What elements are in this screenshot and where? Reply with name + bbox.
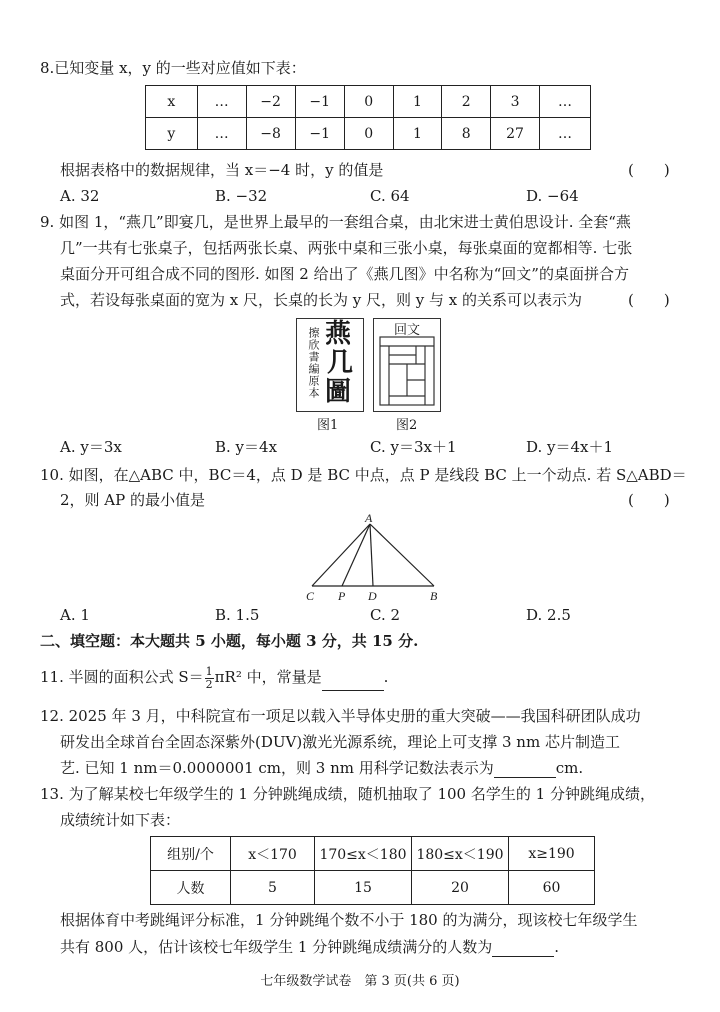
cell: 1 [393, 86, 442, 118]
q12-line-1: 12. 2025 年 3 月，中科院宣布一项足以载入半导体史册的重大突破——我国科研团队成功 [40, 707, 641, 725]
q9-line-1: 9. 如图 1，“燕几”即宴几，是世界上最早的一套组合桌，由北宋进士黄伯思设计. 全套“燕 [40, 213, 631, 231]
cell: … [540, 86, 591, 118]
cell: … [197, 86, 246, 118]
q13-answer-blank[interactable] [492, 940, 554, 957]
figure-1-title-char-1: 燕 [325, 319, 352, 349]
q8-option-b: B. −32 [215, 187, 268, 205]
q9-option-a: A. y＝3x [60, 438, 122, 456]
q12-line-3-suffix: cm. [555, 759, 584, 777]
figure-1-caption: 图1 [317, 418, 339, 433]
q10-line-2: 2，则 AP 的最小值是 [60, 491, 206, 509]
q8-stem: 8.已知变量 x，y 的一些对应值如下表： [40, 59, 306, 77]
cell: 20 [412, 871, 509, 905]
cell: 人数 [151, 871, 231, 905]
cell: −8 [246, 118, 295, 150]
figure-1-title-char-3: 圖 [325, 377, 352, 407]
q10-triangle-figure [300, 512, 450, 602]
q10-option-d: D. 2.5 [526, 606, 571, 624]
q10-answer-paren: ( ) [628, 491, 670, 509]
page-footer: 七年级数学试卷 第 3 页(共 6 页) [260, 974, 460, 989]
cell: 0 [344, 86, 393, 118]
q9-option-c: C. y＝3x＋1 [370, 438, 457, 456]
cell: 1 [393, 118, 442, 150]
q8-option-a: A. 32 [60, 187, 100, 205]
q9-option-b: B. y＝4x [215, 438, 278, 456]
section-2-heading: 二、填空题：本大题共 5 小题，每小题 3 分，共 15 分. [40, 632, 419, 650]
label-p: P [338, 589, 346, 602]
q13-line-2: 成绩统计如下表： [60, 811, 181, 829]
q13-last-prefix: 共有 800 人，估计该校七年级学生 1 分钟跳绳成绩满分的人数为 [60, 938, 493, 956]
header-cell: 180≤x＜190 [412, 837, 509, 871]
q9-line-2: 几”一共有七张桌子，包括两张长桌、两张中桌和三张小桌，每张桌面的宽都相等. 七张 [60, 239, 633, 257]
figure-2-label: 回文 [394, 323, 421, 338]
q13-data-row [151, 871, 595, 905]
segment-ad [370, 524, 373, 586]
figure-1-vertical-text: 擦欣書編原本 [307, 327, 320, 399]
header-cell: 组别/个 [151, 837, 231, 871]
label-d: D [368, 589, 377, 602]
q8-question: 根据表格中的数据规律，当 x＝−4 时，y 的值是 [60, 161, 384, 179]
cell: −1 [295, 118, 344, 150]
side-ac [312, 524, 370, 586]
cell: 8 [442, 118, 491, 150]
label-c: C [306, 589, 315, 602]
cell: x [146, 86, 198, 118]
q11-suffix: πR² 中，常量是 [214, 668, 322, 686]
cell: 2 [442, 86, 491, 118]
cell: 27 [491, 118, 540, 150]
q11-prefix: 11. 半圆的面积公式 S＝ [40, 668, 204, 686]
q8-option-d: D. −64 [526, 187, 579, 205]
cell: … [540, 118, 591, 150]
cell: 5 [231, 871, 315, 905]
q11-frac-num: 1 [205, 664, 213, 678]
q11-end: . [383, 668, 389, 686]
cell: 3 [491, 86, 540, 118]
cell: −1 [295, 86, 344, 118]
q8-row-x [146, 86, 591, 118]
label-a: A [365, 512, 373, 525]
q13-after-line-1: 根据体育中考跳绳评分标准，1 分钟跳绳个数不小于 180 的为满分，现该校七年级学生 [60, 911, 638, 929]
label-b: B [430, 589, 438, 602]
cell: 60 [509, 871, 595, 905]
q13-last-line [60, 937, 559, 957]
q11-fraction [205, 666, 214, 691]
cell: … [197, 118, 246, 150]
header-cell: 170≤x＜180 [315, 837, 412, 871]
figure-2-huiwen-layout [373, 318, 441, 412]
header-cell: x＜170 [231, 837, 315, 871]
q12-line-2: 研发出全球首台全固态深紫外(DUV)激光光源系统，理论上可支撑 3 nm 芯片制造工 [60, 733, 620, 751]
cell: 0 [344, 118, 393, 150]
cell: 15 [315, 871, 412, 905]
q8-option-c: C. 64 [370, 187, 410, 205]
q10-line-1: 10. 如图，在△ABC 中，BC＝4，点 D 是 BC 中点，点 P 是线段 BC 上一个动点. 若 S△ABD＝ [40, 466, 687, 484]
q9-answer-paren: ( ) [628, 291, 670, 309]
q11-frac-den: 2 [205, 677, 213, 691]
q8-xy-table [145, 85, 591, 150]
q13-line-1: 13. 为了解某校七年级学生的 1 分钟跳绳成绩，随机抽取了 100 名学生的 1 分钟跳绳成绩， [40, 785, 655, 803]
q10-option-a: A. 1 [60, 606, 90, 624]
figure-2-table-arrangement [374, 319, 440, 411]
header-cell: x≥190 [509, 837, 595, 871]
q11-answer-blank[interactable] [322, 674, 384, 691]
q9-line-3: 桌面分开可组合成不同的图形. 如图 2 给出了《燕几图》中名称为“回文”的桌面拼合方 [60, 265, 629, 283]
q12-line-3-prefix: 艺. 已知 1 nm＝0.0000001 cm，则 3 nm 用科学记数法表示为 [60, 759, 494, 777]
segment-ap [342, 524, 370, 586]
q13-last-end: . [554, 938, 560, 956]
q10-option-c: C. 2 [370, 606, 401, 624]
q8-answer-paren: ( ) [628, 161, 670, 179]
figure-2-caption: 图2 [396, 418, 418, 433]
q10-option-b: B. 1.5 [215, 606, 260, 624]
q13-header-row [151, 837, 595, 871]
q9-line-4: 式，若设每张桌面的宽为 x 尺，长桌的长为 y 尺，则 y 与 x 的关系可以表示为 [60, 291, 583, 309]
q13-stats-table [150, 836, 595, 905]
q12-line-3 [60, 758, 583, 778]
q11-line [40, 664, 388, 691]
cell: y [146, 118, 198, 150]
figure-1-book-cover [296, 318, 364, 412]
q8-row-y [146, 118, 591, 150]
figure-1-title-char-2: 几 [327, 348, 354, 378]
q12-answer-blank[interactable] [494, 761, 556, 778]
side-ab [370, 524, 434, 586]
q9-option-d: D. y＝4x＋1 [526, 438, 614, 456]
cell: −2 [246, 86, 295, 118]
